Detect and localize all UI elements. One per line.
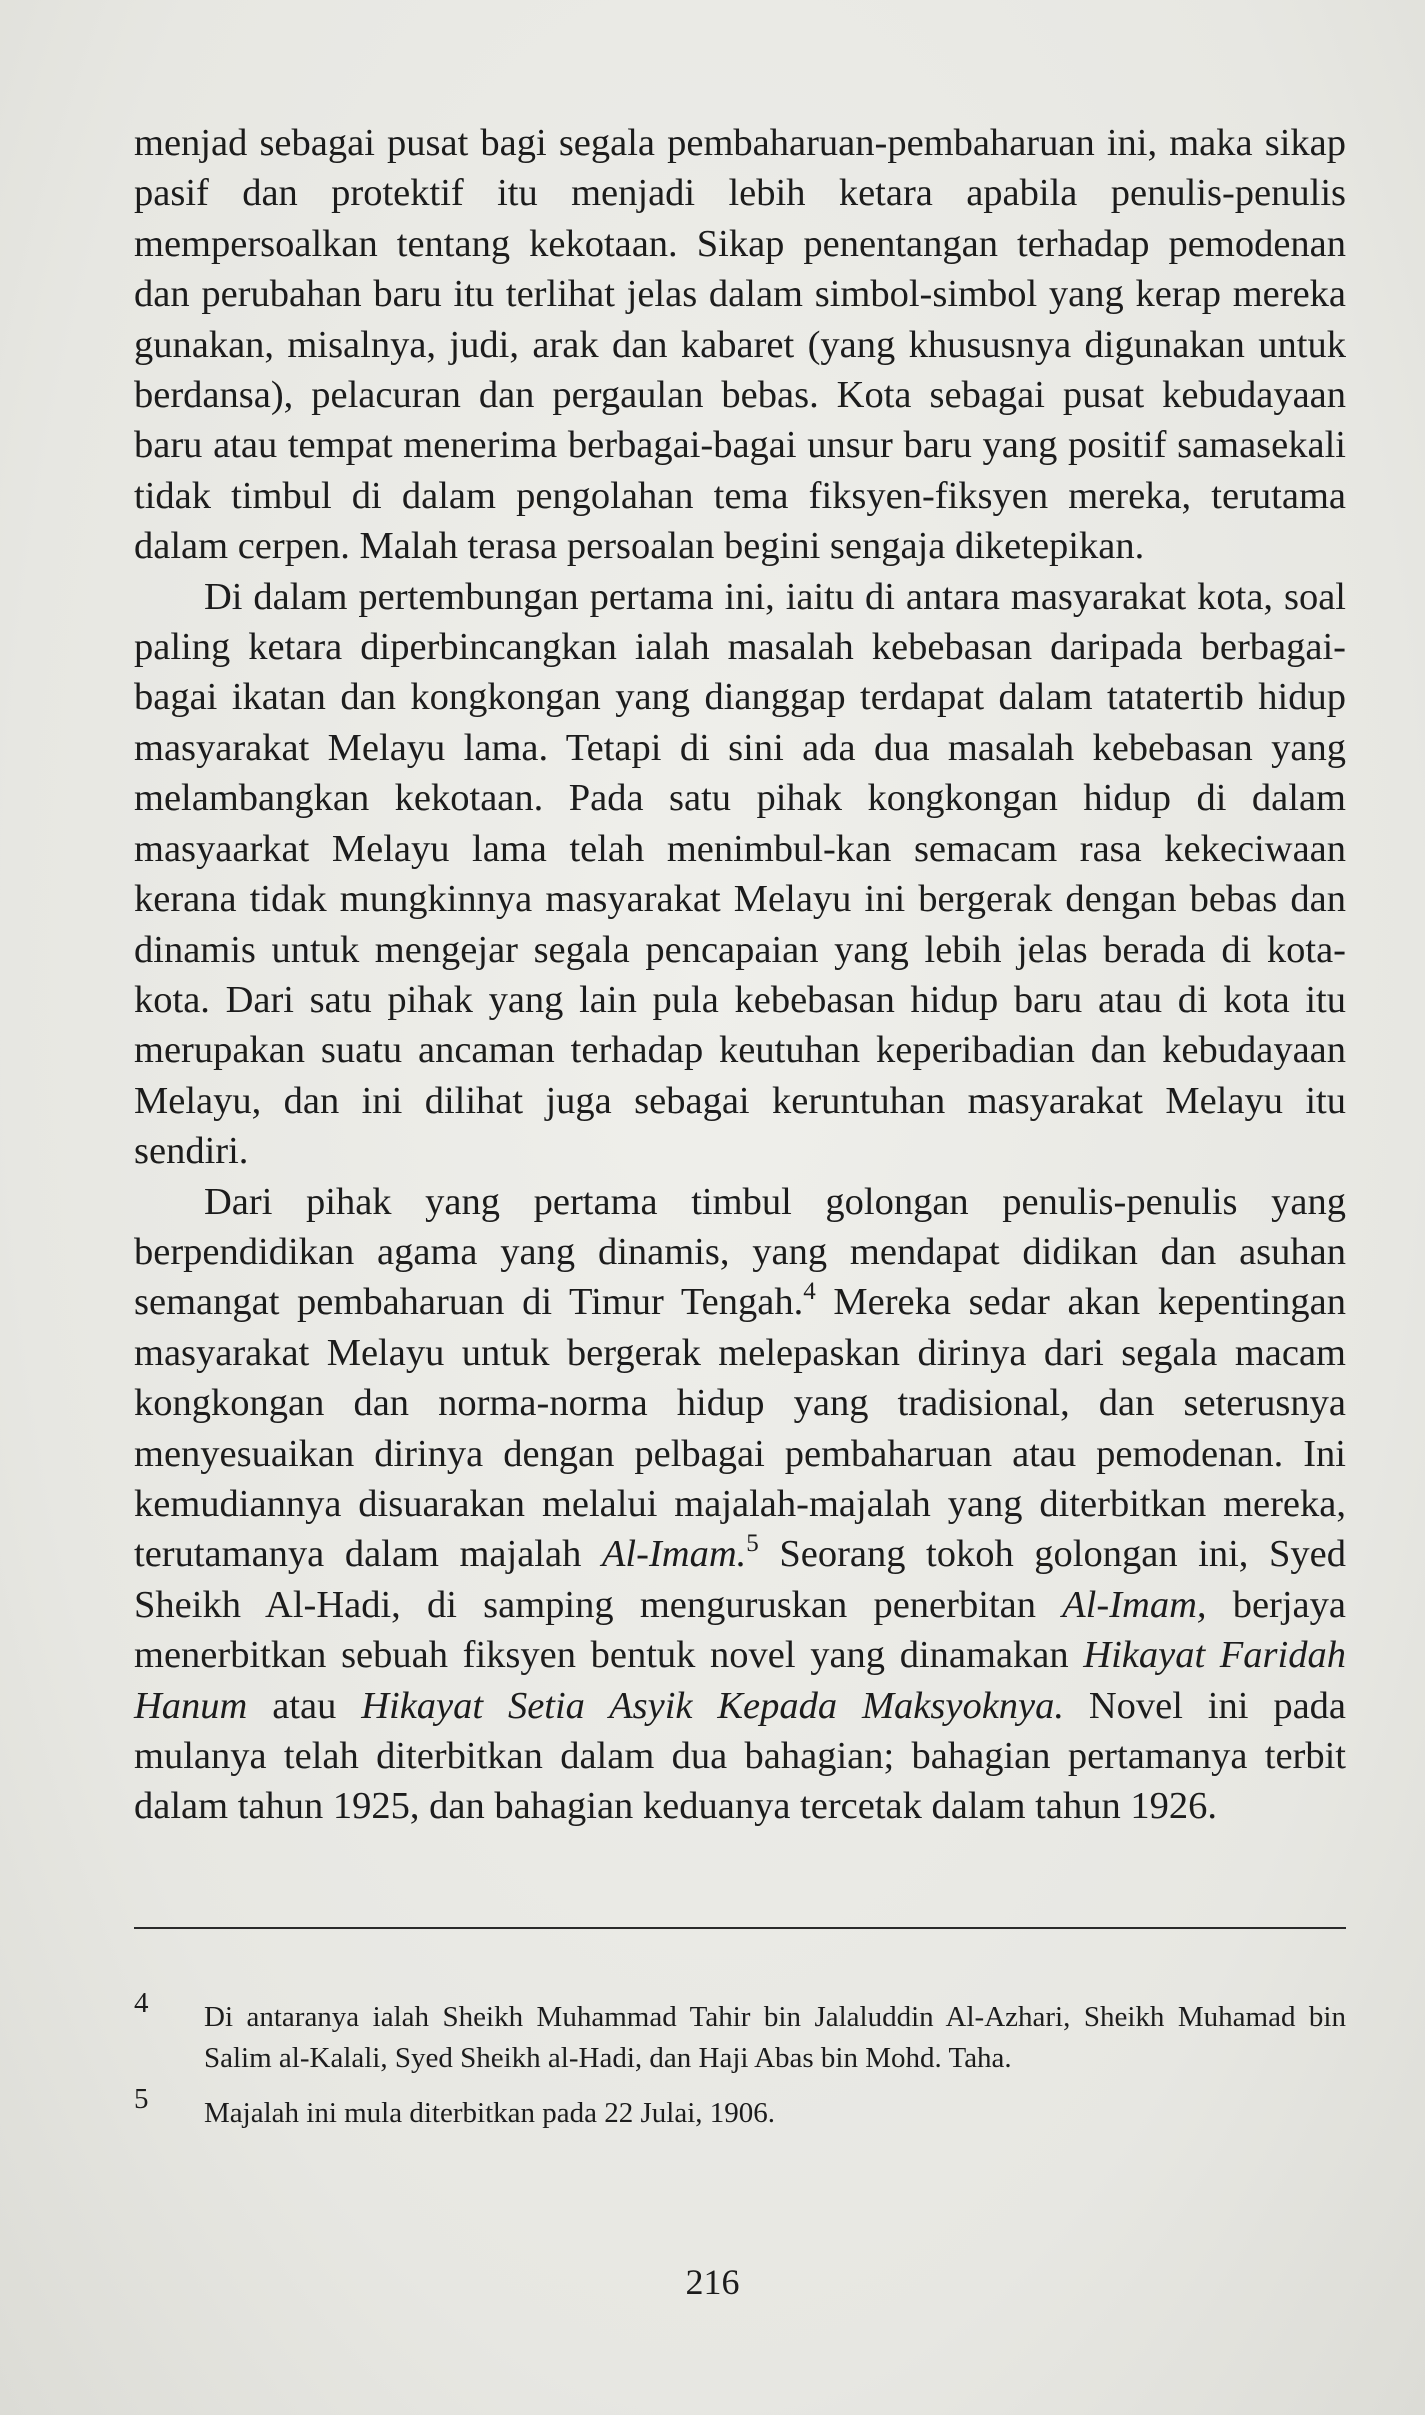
page-number: 216 (685, 2262, 740, 2302)
footnote-divider (134, 1927, 1346, 1929)
paragraph-3-text-b: Mereka sedar akan kepentingan masyarakat Melayu untuk bergerak melepaskan dirinya dari segala macam kongkongan dan norma-norma hidup yang tradisional, dan seterusnya menyesuaikan dirinya dengan pelbagai pembaharuan atau pemodenan. Ini kemudiannya disuarakan melalui majalah-majalah yang diterbitkan mereka, terutamanya dalam majalah (134, 1281, 1346, 1576)
paragraph-3-text-d: berjaya menerbitkan sebuah fiksyen bentuk novel yang dinamakan (134, 1583, 1346, 1677)
paragraph-1: menjad sebagai pusat bagi segala pembaharuan-pembaharuan ini, maka sikap pasif dan protektif itu menjadi lebih ketara apabila penulis-penulis mempersoalkan tentang kekotaan. Sikap penentangan terhadap pemodenan dan perubahan baru itu terlihat jelas dalam simbol-simbol yang kerap mereka gunakan, misalnya, judi, arak dan kabaret (yang khususnya digunakan untuk berdansa), pelacuran dan pergaulan bebas. Kota sebagai pusat kebudayaan baru atau tempat menerima berbagai-bagai unsur baru yang positif samasekali tidak timbul di dalam pengolahan tema fiksyen-fiksyen mereka, terutama dalam cerpen. Malah terasa persoalan begini sengaja diketepikan. (134, 122, 1346, 568)
footnote-reference-5: 5 (746, 1530, 759, 1558)
paragraph-3-text-a: Dari pihak yang pertama timbul golongan penulis-penulis yang berpendidikan agama yang dinamis, yang mendapat didikan dan asuhan semangat pembaharuan di Timur Tengah. (134, 1180, 1346, 1324)
italic-title-al-imam: Al-Imam. (601, 1533, 747, 1576)
paragraph-3-text-f: Novel ini pada mulanya telah diterbitkan dalam dua bahagian; bahagian pertamanya terbit dalam tahun 1925, dan bahagian keduanya tercetak dalam tahun 1926. (134, 1684, 1346, 1828)
footnote-4 (134, 1987, 1346, 2079)
footnote-number: 4 (134, 1987, 149, 2019)
body-text (134, 118, 1346, 1832)
italic-title-hikayat-faridah-hanum: Hikayat Faridah Hanum (134, 1634, 1346, 1727)
footnote-text: Di antaranya ialah Sheikh Muhammad Tahir bin Jalaluddin Al-Azhari, Sheikh Muhamad bin Salim al-Kalali, Syed Sheikh al-Hadi, dan Haji Abas bin Mohd. Taha. (204, 2001, 1346, 2074)
paragraph-3-text-e: atau (247, 1684, 362, 1727)
footnote-5 (134, 2083, 1346, 2134)
footnote-number: 5 (134, 2083, 149, 2115)
paragraph-2: Di dalam pertembungan pertama ini, iaitu di antara masyarakat kota, soal paling ketara diperbincangkan ialah masalah kebebasan daripada berbagai-bagai ikatan dan kongkongan yang dianggap terdapat dalam tatatertib hidup masyarakat Melayu lama. Tetapi di sini ada dua masalah kebebasan yang melambangkan kekotaan. Pada satu pihak kongkongan hidup di dalam masyaarkat Melayu lama telah menimbul-kan semacam rasa kekeciwaan kerana tidak mungkinnya masyarakat Melayu ini bergerak dengan bebas dan dinamis untuk mengejar segala pencapaian yang lebih jelas berada di kota-kota. Dari satu pihak yang lain pula kebebasan hidup baru atau di kota itu merupakan suatu ancaman terhadap keutuhan keperibadian dan kebudayaan Melayu, dan ini dilihat juga sebagai keruntuhan masyarakat Melayu itu sendiri. (134, 575, 1346, 1173)
footnotes (134, 1987, 1346, 2134)
footnote-text: Majalah ini mula diterbitkan pada 22 Julai, 1906. (204, 2097, 776, 2129)
italic-title-hikayat-setia-asyik: Hikayat Setia Asyik Kepada Maksyoknya. (361, 1684, 1064, 1727)
italic-title-al-imam-2: Al-Imam, (1062, 1583, 1207, 1626)
paragraph-3 (134, 1177, 1346, 1832)
paragraph-3-text-c: Seorang tokoh golongan ini, Syed Sheikh Al-Hadi, di samping menguruskan penerbitan (134, 1533, 1346, 1626)
footnote-reference-4: 4 (803, 1278, 816, 1306)
